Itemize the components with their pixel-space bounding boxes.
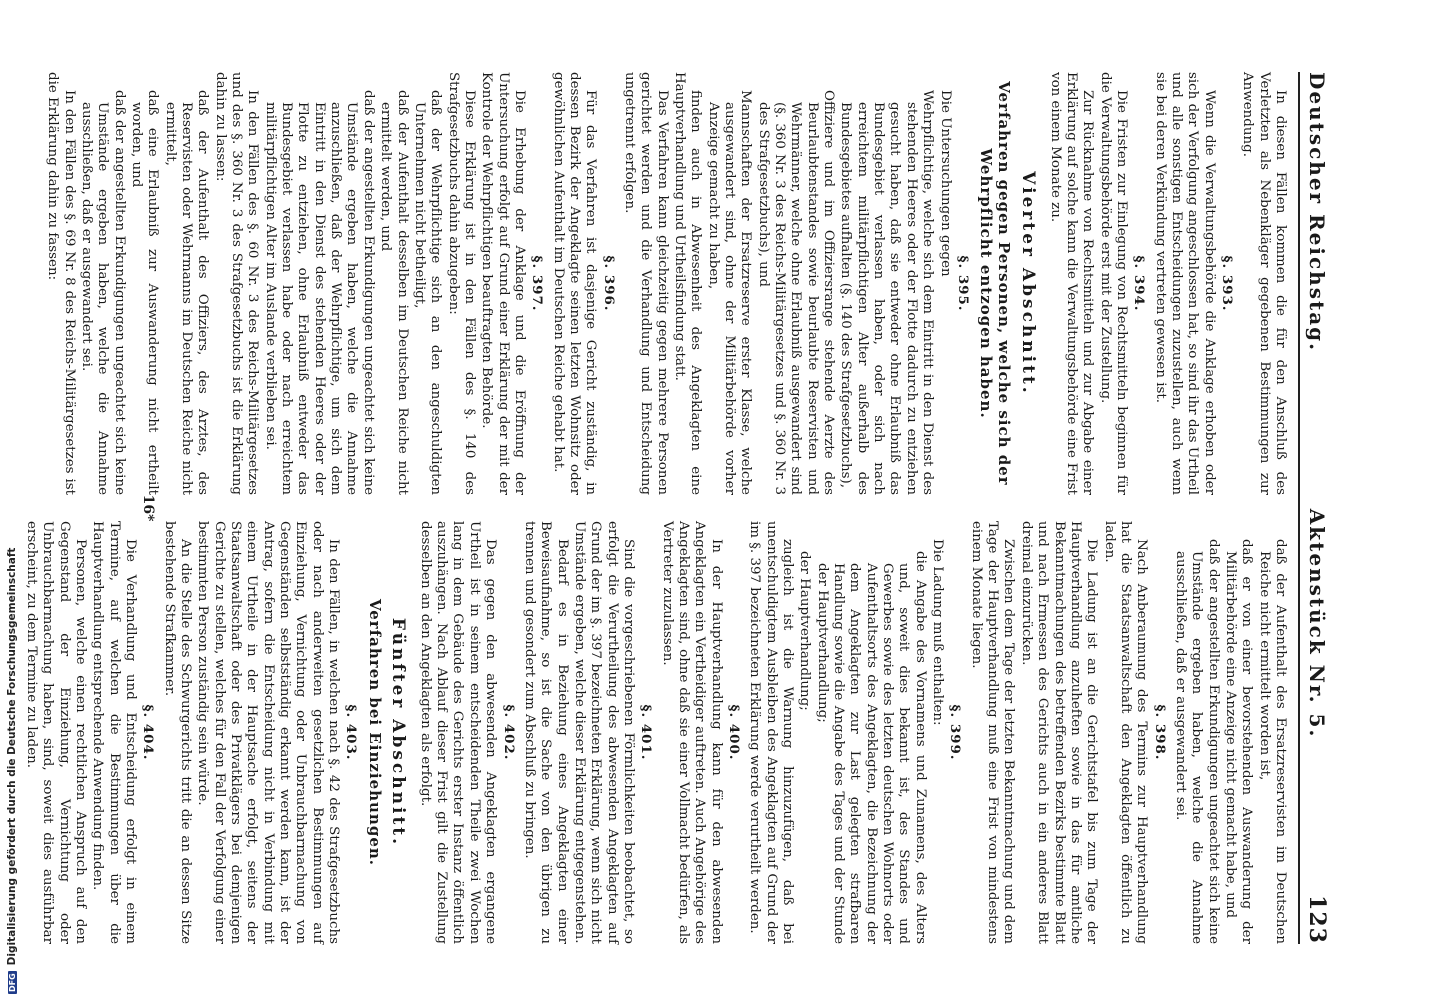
list-item: daß der Wehrpflichtige sich an den angeschuldigten Unternehmen nicht betheiligt, (411, 90, 444, 495)
page-number: 123 (1304, 895, 1330, 944)
paragraph: Für das Verfahren ist dasjenige Gericht zuständig, in dessen Bezirk der Angeklagte seinen letzten Wohnsitz oder gewöhnlichen Aufenthalt im Deutschen Reiche gehabt hat. (550, 72, 599, 495)
paragraph: In den Fällen des §. 60 Nr. 3 des Reichs-Militärgesetzes und des §. 360 Nr. 3 des Strafgesetzbuchs ist die Erklärung dahin zu lassen: (212, 72, 261, 495)
paragraph: Die Ladung ist an die Gerichtstafel bis zum Tage der Hauptverhandlung anzuheften sowie in das für amtliche Bekanntmachungen des betreffenden Bezirks bestimmte Blatt und nach Ermessen des Gerichts auch in ein anderes Blatt dreimal einzurücken. (1018, 521, 1100, 944)
paragraph: In den Fällen des §. 69 Nr. 8 des Reichs-Militärgesetzes ist die Erklärung dahin zu fassen: (45, 72, 77, 495)
section-subheading: Verfahren bei Einziehungen. (365, 599, 384, 866)
section-number: §. 395. (954, 255, 971, 312)
list-item: daß der angestellten Erkundigungen ungeachtet sich keine Umstände ergeben haben, welche die Annahme ausschließen, daß er ausgewandert sei. (78, 90, 127, 495)
paragraph: Sind die vorgeschriebenen Förmlichkeiten beobachtet, so erfolgt die Verurtheilung des abwesenden Angeklagten auf Grund der im §. 397 bezeichneten Erklärung, wenn sich nicht Umstände ergeben, welche dieser Erklärung entgegenstehen. (571, 521, 636, 944)
paragraph: Diese Erklärung ist in den Fällen des §. 140 des Strafgesetzbuchs dahin abzugeben: (445, 72, 477, 495)
header-title: Deutscher Reichstag. (1305, 72, 1329, 353)
section-number: §. 404. (140, 704, 157, 761)
header-doc-ref: Aktenstück Nr. 5. (1305, 508, 1329, 739)
section-subheading: Verfahren gegen Personen, welche sich der Wehrpflicht entzogen haben. (977, 81, 1014, 486)
list-item: Wehrpflichtige, welche sich dem Eintritt in den Dienst des stehenden Heeres oder der Flotte dadurch zu entziehen gesucht haben, daß sie entweder ohne Erlaubniß das Bundesgebiet verlassen haben, oder sich nach erreichtem militärpflichtigen Alter außerhalb des Bundesgebietes aufhalten (§. 140 des Strafgesetzbuchs), (838, 90, 936, 495)
paragraph: zugleich ist die Warnung hinzuzufügen, daß bei unentschuldigtem Ausbleiben des Angeklagten auf Grund der im §. 397 bezeichneten Erklärung werde verurtheilt werden. (747, 521, 796, 944)
list-item: Mannschaften der Ersatzreserve erster Klasse, welche ausgewandert sind, ohne der Militärbehörde vorher Anzeige gemacht zu haben, (705, 90, 754, 495)
list-item: daß der Aufenthalt desselben im Deutschen Reiche nicht ermittelt werden, und (378, 90, 410, 495)
paragraph: In der Hauptverhandlung kann für den abwesenden Angeklagten ein Vertheidiger auftreten. Auch Angehörige des Angeklagten sind, ohne daß sie einer Vollmacht bedürfen, als Vertreter zuzulassen. (659, 521, 724, 944)
list-item: daß eine Erlaubniß zur Auswanderung nicht ertheilt worden, und (129, 90, 161, 495)
section-number: §. 399. (947, 704, 964, 761)
paragraph: In diesen Fällen kommen die für den Anschluß des Verletzten als Nebenkläger gegebenen Bestimmungen zur Anwendung. (1240, 72, 1288, 495)
paragraph: Die Fristen zur Einlegung von Rechtsmitteln beginnen für die Verwaltungsbehörde erst mit der Zustellung. (1097, 72, 1129, 495)
section-heading: Fünfter Abschnitt. (388, 617, 409, 848)
paragraph: Zwischen dem Tage der letzten Bekanntmachung und dem Tage der Hauptverhandlung muß eine Frist von mindestens einem Monate liegen. (968, 521, 1017, 944)
paragraph: Das Verfahren kann gleichzeitig gegen mehrere Personen gerichtet werden und die Verhandlung und Entscheidung ungetrennt erfolgen. (621, 72, 670, 495)
signature-mark: 16* (140, 494, 156, 522)
section-number: §. 396. (600, 255, 617, 312)
digitization-note-text: Digitalisierung gefördert durch die Deutsche Forschungsgemeinschaft (6, 547, 18, 966)
section-number: §. 393. (1218, 255, 1235, 312)
paragraph: Die Untersuchungen gegen (937, 90, 953, 277)
paragraph: Die Ladung muß enthalten: (930, 539, 946, 726)
right-column (23, 521, 1288, 944)
paragraph: Wenn die Verwaltungsbehörde die Anklage erhoben oder sich der Verfolgung angeschlossen hat, so sind ihr das Urtheil und alle sonstigen Entscheidungen zuzustellen, auch wenn sie bei deren Verkündung vertreten gewesen ist. (1152, 72, 1217, 495)
section-number: §. 401. (638, 704, 655, 761)
paragraph: Die Erhebung der Anklage und die Eröffnung der Untersuchung erfolgt auf Grund einer Erklärung der mit der Kontrole der Wehrpflichtigen beauftragten Behörde. (479, 72, 527, 495)
paragraph: Das gegen den abwesenden Angeklagten ergangene Urtheil ist in seinem entscheidenden Theile zwei Wochen lang in dem Gebäude des Gerichts erster Instanz öffentlich auszuhängen. Nach Ablauf dieser Frist gilt die Zustellung desselben an den Angeklagten als erfolgt. (417, 521, 499, 944)
list-item: daß der Aufenthalt des Ersatzreservisten im Deutschen Reiche nicht ermittelt worden ist, (1256, 539, 1288, 944)
paragraph: finden auch in Abwesenheit des Angeklagten eine Hauptverhandlung und Urtheilsfindung statt. (672, 72, 704, 495)
paragraph: Nach Anberaumung des Termins zur Hauptverhandlung hat die Staatsanwaltschaft den Angeklagten öffentlich zu laden. (1101, 521, 1150, 944)
paragraph: Bedarf es in Beziehung eines Angeklagten einer Beweisaufnahme, so ist die Sache von den übrigen zu trennen und gesondert zum Abschluß zu bringen. (521, 521, 570, 944)
list-item: Offiziere und im Offiziersrange stehende Aerzte des Beurlaubtenstandes sowie beurlaubte Reservisten und Wehrmänner, welche ohne Erlaubniß ausgewandert sind (§. 360 Nr. 3 des Reichs-Militärgesetzes und §. 360 Nr. 3 des Strafgesetzbuchs), und (755, 90, 837, 495)
document-page (23, 20, 1346, 980)
section-number: §. 397. (529, 255, 546, 312)
list-item: daß er von einer bevorstehenden Auswanderung der Militärbehörde eine Anzeige nicht gemacht habe, und (1222, 539, 1255, 944)
section-number: §. 398. (1151, 704, 1168, 761)
list-item: daß der Aufenthalt des Offiziers, des Arztes, des Reservisten oder Wehrmanns im Deutschen Reiche nicht ermittelt, (162, 90, 211, 495)
list-item: daß der angestellten Erkundigungen ungeachtet sich keine Umstände ergeben haben, welche die Annahme ausschließen, daß er ausgewandert sei. (1172, 539, 1221, 944)
paragraph: In den Fällen, in welchen nach §. 42 des Strafgesetzbuchs oder nach anderweiten gesetzlichen Bestimmungen auf Einziehung, Vernichtung oder Unbrauchbarmachung von Gegenständen selbstständig erkannt werden kann, ist der Antrag, sofern die Entscheidung nicht in Verbindung mit einem Urtheile in der Hauptsache erfolgt, seitens der Staatsanwaltschaft oder des Privatklägers bei demjenigen Gerichte zu stellen, welches für den Fall der Verfolgung einer bestimmten Person zuständig sein würde. (195, 521, 342, 944)
section-heading: Vierter Abschnitt. (1018, 171, 1039, 396)
paragraph: Personen, welche einen rechtlichen Anspruch auf den Gegenstand der Einziehung, Vernichtung oder Unbrauchbarmachung haben, sind, soweit dies ausführbar erscheint, zu dem Termine zu laden. (23, 521, 88, 944)
page-header (1298, 72, 1330, 944)
dfg-logo-icon: DFG (8, 973, 17, 992)
section-number: §. 402. (500, 704, 517, 761)
section-number: §. 394. (1131, 255, 1148, 312)
list-item: der Hauptverhandlung; (797, 551, 813, 711)
text-columns (23, 72, 1288, 944)
list-item: die Angabe des Vornamens und Zunamens, des Alters und, soweit dies bekannt ist, des Standes und Gewerbes sowie des letzten deutschen Wohnorts oder Aufenthaltsorts des Angeklagten, die Bezeichnung der dem Angeklagten zur Last gelegten strafbaren Handlung sowie die Angabe des Tages und der Stunde der Hauptverhandlung; (814, 551, 928, 944)
paragraph: Zur Rücknahme von Rechtsmitteln und zur Abgabe einer Erklärung auf solche kann die Verwaltungsbehörde eine Frist von einem Monate zu. (1047, 72, 1096, 495)
paragraph: Die Verhandlung und Entscheidung erfolgt in einem Termine, auf welchen die Bestimmungen über die Hauptverhandlung entsprechende Anwendung finden. (90, 521, 138, 944)
digitization-note (6, 0, 18, 994)
list-item: daß der angestellten Erkundigungen ungeachtet sich keine Umstände ergeben haben, welche die Annahme anzuschließen, daß der Wehrpflichtige, um sich dem Eintritt in den Dienst des stehenden Heeres oder der Flotte zu entziehen, ohne Erlaubniß entweder das Bundesgebiet verlassen habe oder nach erreichtem militärpflichtigen Alter im Auslande verblieben sei. (262, 90, 376, 495)
paragraph: An die Stelle des Schwurgerichts tritt die an dessen Sitze bestehende Strafkammer. (161, 521, 193, 944)
left-column (45, 72, 1288, 495)
section-number: §. 403. (343, 704, 360, 761)
section-number: §. 400. (726, 704, 742, 761)
